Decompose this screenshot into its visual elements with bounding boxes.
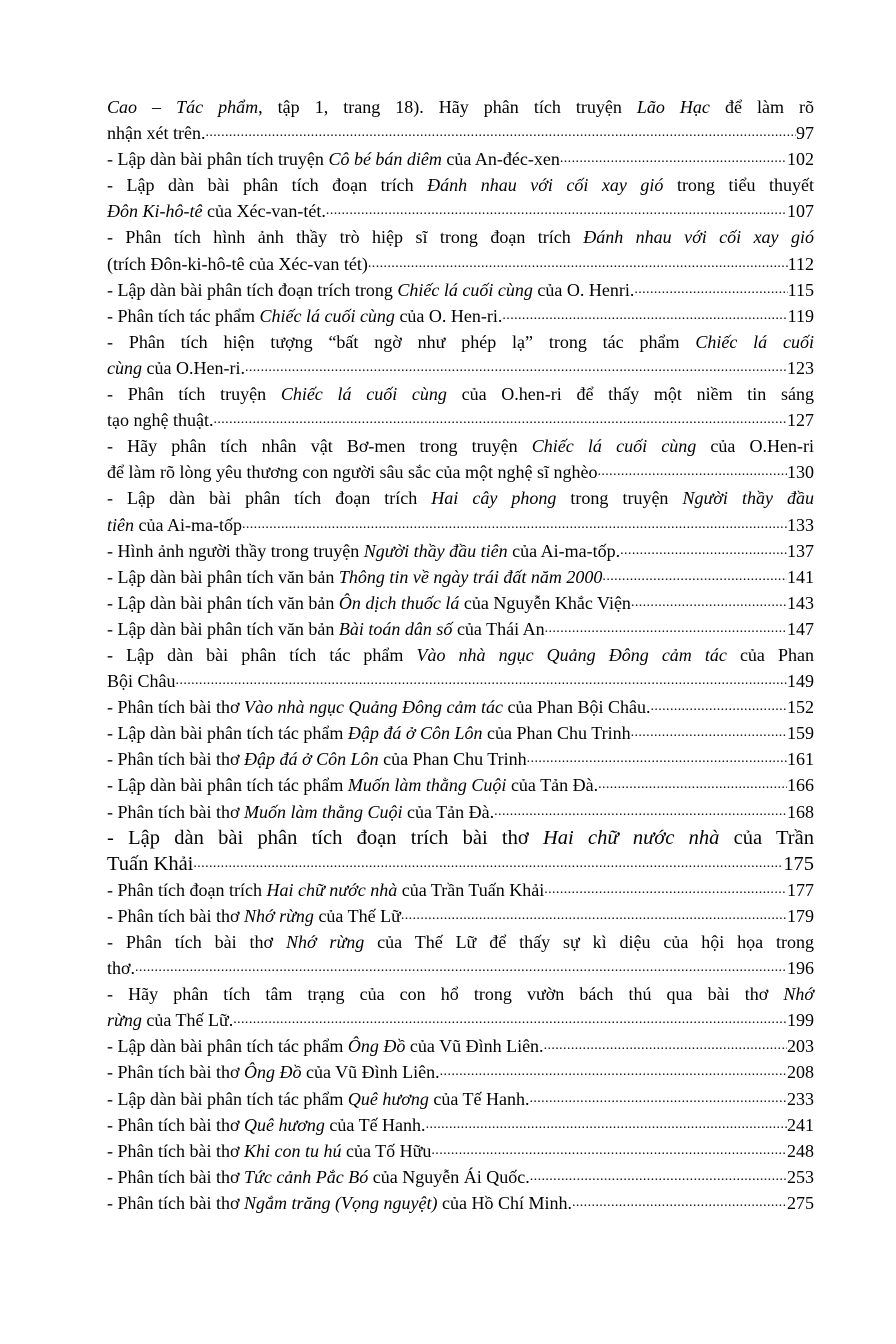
toc-entry[interactable] xyxy=(107,381,814,433)
toc-entry-last-line xyxy=(107,355,814,381)
entry-text: - Lập dàn bài phân tích tác phẩm xyxy=(107,644,417,665)
page-number: 115 xyxy=(787,279,814,300)
entry-text: , tập 1, trang 18). Hãy phân tích truyện xyxy=(258,97,637,117)
toc-entry-line xyxy=(107,94,814,120)
entry-text: Bội Châu xyxy=(107,671,176,692)
dot-leader xyxy=(530,1164,787,1190)
work-title: Chiếc lá cuối cùng xyxy=(397,279,533,300)
toc-entry-last-line xyxy=(107,120,814,146)
page-number: 141 xyxy=(787,566,814,587)
toc-entry-last-line xyxy=(107,720,814,746)
dot-leader xyxy=(440,1059,787,1085)
toc-entry-last-line xyxy=(107,903,814,929)
toc-entry-last-line xyxy=(107,1138,814,1164)
toc-entry-last-line xyxy=(107,251,814,277)
entry-text: (trích Đôn-ki-hô-tê của Xéc-van tét) xyxy=(107,253,368,274)
work-title: Nhớ rừng xyxy=(285,932,365,952)
toc-entry[interactable] xyxy=(107,538,814,564)
toc-entry-text xyxy=(107,564,602,590)
work-title: Người thầy đầu xyxy=(682,488,814,509)
toc-entry-last-line xyxy=(107,198,814,224)
work-title: Chiếc lá cuối cùng xyxy=(531,436,697,457)
page-number: 177 xyxy=(787,879,814,900)
toc-entry-text xyxy=(107,984,814,1004)
page-number: 208 xyxy=(787,1062,814,1083)
entry-text: - Lập dàn bài phân tích đoạn trích xyxy=(107,175,428,196)
entry-text: - Lập dàn bài phân tích văn bản xyxy=(107,592,339,613)
dot-leader xyxy=(193,851,783,877)
toc-entry[interactable] xyxy=(107,1086,814,1112)
work-title: Đánh nhau với cối xay gió xyxy=(427,175,664,196)
toc-entry-last-line xyxy=(107,564,814,590)
entry-text: của Vũ Đình Liên. xyxy=(301,1062,440,1083)
work-title: Đập đá ở Côn Lôn xyxy=(347,723,483,744)
page-number: 152 xyxy=(787,697,814,718)
work-title: Hai chữ nước nhà xyxy=(543,826,720,849)
entry-text: của Nguyễn Ái Quốc. xyxy=(368,1166,530,1187)
entry-text: - Hình ảnh người thầy trong truyện xyxy=(107,540,364,561)
entry-text: Tuấn Khải xyxy=(107,852,194,875)
entry-text: của O.hen-ri để thấy một niềm tin sáng xyxy=(446,384,814,405)
entry-text: - Lập dàn bài phân tích văn bản xyxy=(107,618,339,639)
toc-entry-text xyxy=(107,1190,572,1216)
toc-entry-text xyxy=(107,616,545,642)
dot-leader xyxy=(205,120,796,146)
work-title: Ông Đồ xyxy=(347,1036,406,1057)
entry-text: trong truyện xyxy=(556,488,683,509)
toc-entry-text xyxy=(107,1164,530,1190)
page-number: 199 xyxy=(787,1010,814,1031)
toc-entry-text xyxy=(107,459,597,485)
page-number: 161 xyxy=(787,749,814,770)
entry-text: - Phân tích hiện tượng “bất ngờ như phép lạ” trong tác phẩm xyxy=(107,331,696,352)
entry-text: - Phân tích bài thơ xyxy=(107,1192,244,1213)
toc-entry-text xyxy=(107,851,193,877)
toc-entry-text xyxy=(107,1007,233,1033)
work-title: Hai chữ nước nhà xyxy=(266,879,398,900)
dot-leader xyxy=(326,198,787,224)
dot-leader xyxy=(242,512,787,538)
toc-entry[interactable] xyxy=(107,1059,814,1085)
entry-text: - Lập dàn bài phân tích truyện xyxy=(107,149,329,170)
toc-entry-last-line xyxy=(107,1164,814,1190)
toc-entry[interactable] xyxy=(107,903,814,929)
dot-leader xyxy=(527,746,787,772)
dot-leader xyxy=(631,590,787,616)
toc-entry-text xyxy=(107,1059,440,1085)
toc-entry[interactable] xyxy=(107,694,814,720)
dot-leader xyxy=(368,251,788,277)
work-title: Cô bé bán diêm xyxy=(328,149,442,170)
entry-text: của Phan Chu Trinh xyxy=(378,749,527,770)
dot-leader xyxy=(213,407,787,433)
entry-text: của O. Hen-ri. xyxy=(394,305,503,326)
work-title: Vào nhà ngục Quảng Đông cảm tác xyxy=(244,697,503,718)
entry-text: của Tố Hữu xyxy=(341,1140,432,1161)
work-title: Muốn làm thằng Cuội xyxy=(347,775,507,796)
work-title: Đập đá ở Côn Lôn xyxy=(244,749,379,770)
toc-entry-text xyxy=(107,512,242,538)
toc-entry-last-line xyxy=(107,1086,814,1112)
dot-leader xyxy=(620,538,787,564)
page-number: 112 xyxy=(787,253,814,274)
work-title: Tức cảnh Pắc Bó xyxy=(244,1166,369,1187)
entry-text: - Phân tích truyện xyxy=(107,384,281,405)
toc-entry[interactable] xyxy=(107,1164,814,1190)
page-number: 123 xyxy=(787,357,814,378)
entry-text: của Ai-ma-tốp xyxy=(134,514,242,535)
toc-entry-text xyxy=(107,436,814,456)
toc-entry[interactable] xyxy=(107,485,814,537)
toc-entry-last-line xyxy=(107,512,814,538)
dot-leader xyxy=(598,772,787,798)
toc-entry[interactable] xyxy=(107,590,814,616)
dot-leader xyxy=(631,720,787,746)
entry-text: tạo nghệ thuật. xyxy=(107,410,214,431)
page-number: 168 xyxy=(787,801,814,822)
toc-entry-text xyxy=(107,198,326,224)
toc-entry-line xyxy=(107,485,814,511)
toc-entry-text xyxy=(107,746,527,772)
entry-text: của Thế Lữ để thấy sự kì diệu của hội họa trong xyxy=(364,932,814,952)
toc-entry[interactable] xyxy=(107,772,814,798)
toc-entry[interactable] xyxy=(107,746,814,772)
dot-leader xyxy=(545,616,787,642)
toc-entry[interactable] xyxy=(107,1033,814,1059)
dot-leader xyxy=(544,1033,787,1059)
work-title: Hai cây phong xyxy=(431,488,557,509)
page-number: 149 xyxy=(787,671,814,692)
toc-entry-last-line xyxy=(107,668,814,694)
entry-text: - Lập dàn bài phân tích đoạn trích bài thơ xyxy=(107,826,543,849)
work-title: Thông tin về ngày trái đất năm 2000 xyxy=(338,566,603,587)
entry-text: - Lập dàn bài phân tích văn bản xyxy=(107,566,339,587)
toc-entry-text xyxy=(107,227,814,247)
entry-text: - Lập dàn bài phân tích tác phẩm xyxy=(107,775,348,796)
page-number: 133 xyxy=(787,514,814,535)
toc-entry[interactable] xyxy=(107,224,814,276)
work-title: Chiếc lá cuối cùng xyxy=(280,384,447,405)
toc-entry-last-line xyxy=(107,303,814,329)
toc-entry-text xyxy=(107,668,176,694)
toc-entry[interactable] xyxy=(107,799,814,825)
entry-text: - Phân tích bài thơ xyxy=(107,905,244,926)
toc-entry-last-line xyxy=(107,851,814,877)
work-title: Người thầy đầu tiên xyxy=(363,540,508,561)
toc-entry-text xyxy=(107,772,598,798)
dot-leader xyxy=(650,694,787,720)
page-number: 275 xyxy=(787,1192,814,1213)
page-number: 102 xyxy=(787,149,814,170)
toc-entry-last-line xyxy=(107,694,814,720)
page-number: 166 xyxy=(787,775,814,796)
toc-entry[interactable] xyxy=(107,172,814,224)
entry-text: - Phân tích bài thơ xyxy=(107,932,286,952)
dot-leader xyxy=(597,459,787,485)
toc-entry[interactable] xyxy=(107,642,814,694)
toc-entry-line xyxy=(107,224,814,250)
page-number: 203 xyxy=(787,1036,814,1057)
work-title: Ông Đồ xyxy=(244,1062,302,1083)
toc-entry-last-line xyxy=(107,459,814,485)
entry-text: của Trần Tuấn Khải xyxy=(397,879,545,900)
toc-entry-text xyxy=(107,590,631,616)
toc-entry-line xyxy=(107,329,814,355)
entry-text: của Vũ Đình Liên. xyxy=(405,1036,544,1057)
entry-text: của Phan Bội Châu. xyxy=(502,697,651,718)
toc-entry-text xyxy=(107,277,634,303)
dot-leader xyxy=(176,668,787,694)
entry-text: của Thế Lữ xyxy=(313,905,401,926)
page-number: 253 xyxy=(787,1166,814,1187)
toc-entry[interactable] xyxy=(107,1138,814,1164)
work-title: Quê hương xyxy=(244,1114,325,1135)
toc-entry-text xyxy=(107,488,814,508)
page-number: 248 xyxy=(787,1140,814,1161)
work-title: tiên xyxy=(107,514,134,535)
dot-leader xyxy=(135,955,787,981)
entry-text: - Phân tích hình ảnh thầy trò hiệp sĩ trong đoạn trích xyxy=(107,227,584,248)
work-title: Nhớ rừng xyxy=(244,905,314,926)
toc-entry-text xyxy=(107,175,814,195)
entry-text: của Tế Hanh. xyxy=(324,1114,426,1135)
entry-text: - Hãy phân tích tâm trạng của con hổ trong vườn bách thú qua bài thơ xyxy=(107,984,784,1005)
work-title: rừng xyxy=(107,1010,142,1031)
entry-text: - Phân tích tác phẩm xyxy=(107,305,260,326)
toc-entry[interactable] xyxy=(107,564,814,590)
work-title: Muốn làm thằng Cuội xyxy=(244,801,403,822)
dot-leader xyxy=(426,1112,787,1138)
dot-leader xyxy=(602,564,787,590)
toc-entry[interactable] xyxy=(107,825,814,877)
dot-leader xyxy=(431,1138,787,1164)
entry-text: - Lập dàn bài phân tích đoạn trích xyxy=(107,488,432,509)
toc-entry-text xyxy=(107,1138,431,1164)
page-number: 179 xyxy=(787,905,814,926)
toc-entry-last-line xyxy=(107,407,814,433)
toc-entry[interactable] xyxy=(107,277,814,303)
entry-text: - Lập dàn bài phân tích tác phẩm xyxy=(107,1036,348,1057)
toc-entry[interactable] xyxy=(107,146,814,172)
toc-entry-text xyxy=(107,955,135,981)
toc-entry-text xyxy=(107,903,401,929)
toc-entry-last-line xyxy=(107,1033,814,1059)
entry-text: - Phân tích bài thơ xyxy=(107,1114,244,1135)
toc-entry-last-line xyxy=(107,799,814,825)
work-title: cùng xyxy=(107,357,142,378)
entry-text: của Trần xyxy=(719,826,814,849)
toc-entry[interactable] xyxy=(107,303,814,329)
toc-entry-text xyxy=(107,303,502,329)
entry-text: - Phân tích bài thơ xyxy=(107,697,244,718)
entry-text: - Phân tích bài thơ xyxy=(107,749,244,770)
entry-text: - Hãy phân tích nhân vật Bơ-men trong truyện xyxy=(107,436,532,457)
toc-entry-text xyxy=(107,1112,426,1138)
toc-entry[interactable] xyxy=(107,929,814,981)
dot-leader xyxy=(560,146,787,172)
page-number: 143 xyxy=(787,592,814,613)
page-number: 119 xyxy=(787,305,814,326)
entry-text: của Phan xyxy=(726,644,814,665)
entry-text: - Phân tích bài thơ xyxy=(107,1166,244,1187)
toc-entry-line xyxy=(107,825,814,851)
toc-entry-last-line xyxy=(107,616,814,642)
entry-text: - Lập dàn bài phân tích đoạn trích trong xyxy=(107,279,398,300)
toc-entry-text xyxy=(107,97,814,117)
toc-entry[interactable] xyxy=(107,433,814,485)
entry-text: của O. Henri. xyxy=(532,279,635,300)
entry-text: của An-đéc-xen xyxy=(441,149,560,170)
toc-entry[interactable] xyxy=(107,1190,814,1216)
dot-leader xyxy=(233,1007,787,1033)
dot-leader xyxy=(544,877,787,903)
work-title: Lão Hạc xyxy=(636,97,710,117)
table-of-contents xyxy=(107,94,814,1216)
page-number: 97 xyxy=(796,123,814,144)
toc-entry-text xyxy=(107,355,245,381)
page-number: 175 xyxy=(783,852,814,875)
toc-entry-text xyxy=(107,877,544,903)
toc-entry-last-line xyxy=(107,277,814,303)
page-number: 233 xyxy=(787,1088,814,1109)
entry-text: của O.Hen-ri xyxy=(696,436,814,457)
entry-text: của Tản Đà. xyxy=(506,775,599,796)
toc-entry-line xyxy=(107,981,814,1007)
toc-entry-text xyxy=(107,799,494,825)
toc-entry-line xyxy=(107,172,814,198)
entry-text: của Hồ Chí Minh. xyxy=(437,1192,572,1213)
toc-entry-last-line xyxy=(107,772,814,798)
page-number: 159 xyxy=(787,723,814,744)
work-title: Đánh nhau với cối xay gió xyxy=(583,227,814,248)
toc-entry-last-line xyxy=(107,1059,814,1085)
dot-leader xyxy=(502,303,787,329)
dot-leader xyxy=(572,1190,787,1216)
page-number: 107 xyxy=(787,201,814,222)
entry-text: - Phân tích bài thơ xyxy=(107,1062,244,1083)
page-number: 241 xyxy=(787,1114,814,1135)
entry-text: của Tế Hanh. xyxy=(428,1088,530,1109)
toc-entry-last-line xyxy=(107,877,814,903)
entry-text: của Phan Chu Trinh xyxy=(482,723,631,744)
work-title: Chiếc lá cuối xyxy=(695,331,814,352)
toc-entry-text xyxy=(107,251,368,277)
work-title: Bài toán dân số xyxy=(338,618,453,639)
toc-entry-last-line xyxy=(107,146,814,172)
entry-text: của Xéc-van-tét. xyxy=(202,201,326,222)
work-title: Ngắm trăng (Vọng nguyệt) xyxy=(244,1192,438,1213)
entry-text: của Nguyễn Khắc Viện xyxy=(459,592,631,613)
page-number: 147 xyxy=(787,618,814,639)
toc-entry-text xyxy=(107,538,620,564)
dot-leader xyxy=(494,799,787,825)
toc-entry-text xyxy=(107,120,205,146)
work-title: Đôn Ki-hô-tê xyxy=(107,201,203,222)
work-title: Ôn dịch thuốc lá xyxy=(338,592,460,613)
work-title: Vào nhà ngục Quảng Đông cảm tác xyxy=(416,644,727,665)
toc-entry[interactable] xyxy=(107,981,814,1033)
toc-entry-last-line xyxy=(107,1112,814,1138)
entry-text: trong tiểu thuyết xyxy=(663,175,814,196)
entry-text: - Phân tích đoạn trích xyxy=(107,879,267,900)
entry-text: để làm rõ lòng yêu thương con người sâu sắc của một nghệ sĩ nghèo xyxy=(107,462,598,483)
toc-entry-line xyxy=(107,433,814,459)
entry-text: nhận xét trên. xyxy=(107,123,206,144)
entry-text: của Thế Lữ. xyxy=(141,1010,234,1031)
work-title: Quê hương xyxy=(347,1088,429,1109)
page-number: 130 xyxy=(787,462,814,483)
toc-entry-last-line xyxy=(107,538,814,564)
toc-entry-text xyxy=(107,1086,529,1112)
entry-text: để làm rõ xyxy=(709,97,815,117)
work-title: Nhớ xyxy=(783,984,814,1005)
dot-leader xyxy=(401,903,787,929)
entry-text: - Lập dàn bài phân tích tác phẩm xyxy=(107,1088,348,1109)
entry-text: thơ. xyxy=(107,958,136,979)
toc-entry-line xyxy=(107,381,814,407)
toc-entry[interactable] xyxy=(107,877,814,903)
toc-entry-last-line xyxy=(107,955,814,981)
toc-entry-text xyxy=(107,694,650,720)
toc-entry-line xyxy=(107,929,814,955)
page-number: 196 xyxy=(787,958,814,979)
page-number: 127 xyxy=(787,410,814,431)
toc-entry-last-line xyxy=(107,746,814,772)
toc-entry-text xyxy=(107,827,814,849)
page-number: 137 xyxy=(787,540,814,561)
work-title: Khi con tu hú xyxy=(244,1140,342,1161)
toc-entry-last-line xyxy=(107,1190,814,1216)
entry-text: - Lập dàn bài phân tích tác phẩm xyxy=(107,723,348,744)
entry-text: - Phân tích bài thơ xyxy=(107,801,244,822)
toc-entry-text xyxy=(107,720,631,746)
toc-entry[interactable] xyxy=(107,720,814,746)
toc-entry-text xyxy=(107,645,814,665)
toc-entry-last-line xyxy=(107,1007,814,1033)
toc-entry[interactable] xyxy=(107,616,814,642)
toc-entry-last-line xyxy=(107,590,814,616)
dot-leader xyxy=(245,355,787,381)
dot-leader xyxy=(529,1086,787,1112)
toc-entry-text xyxy=(107,932,814,952)
work-title: Chiếc lá cuối cùng xyxy=(259,305,395,326)
toc-entry-line xyxy=(107,642,814,668)
dot-leader xyxy=(634,277,787,303)
entry-text: của Tản Đà. xyxy=(402,801,495,822)
work-title: Cao – Tác phẩm xyxy=(107,97,259,117)
toc-entry-text xyxy=(107,1033,544,1059)
entry-text: của Thái An xyxy=(452,618,545,639)
toc-entry-text xyxy=(107,407,213,433)
toc-entry-text xyxy=(107,146,560,172)
entry-text: - Phân tích bài thơ xyxy=(107,1140,244,1161)
toc-entry[interactable] xyxy=(107,1112,814,1138)
entry-text: của Ai-ma-tốp. xyxy=(507,540,621,561)
toc-entry-text xyxy=(107,332,814,352)
entry-text: của O.Hen-ri. xyxy=(142,357,245,378)
toc-entry-text xyxy=(107,384,814,404)
toc-entry[interactable] xyxy=(107,329,814,381)
toc-entry[interactable] xyxy=(107,94,814,146)
